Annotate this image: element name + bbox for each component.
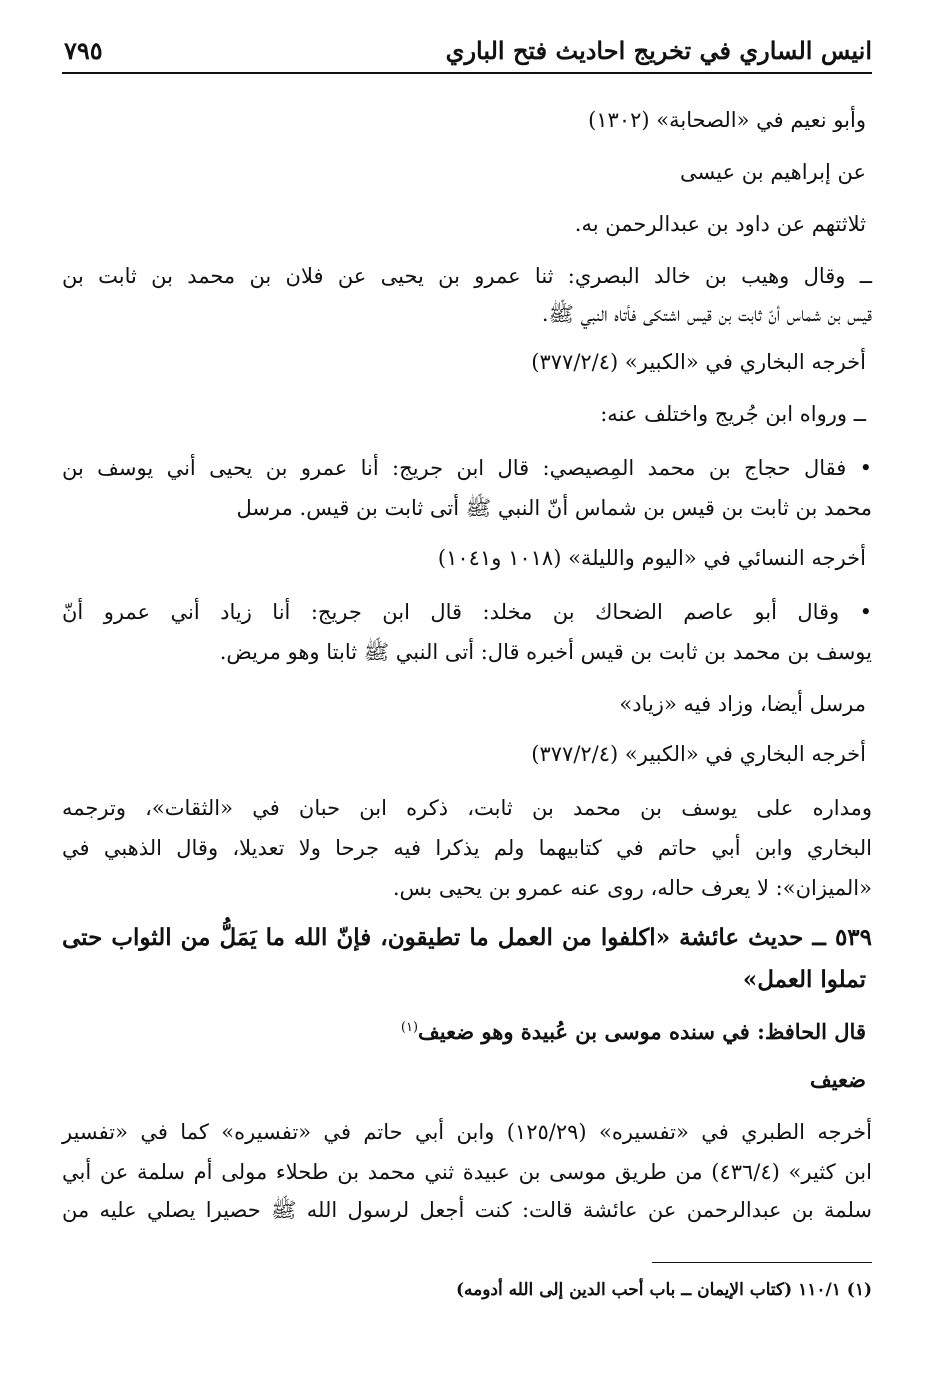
running-header <box>62 34 872 74</box>
text-line: أخرجه البخاري في «الكبير» (٣٧٧/٢/٤) <box>531 350 866 374</box>
text-line: ابن كثير» (٤٣٦/٤) من طريق موسى بن عبيدة ثني محمد بن طحلاء مولى أم سلمة عن أبي <box>62 1160 872 1184</box>
text-line: ــ وقال وهيب بن خالد البصري: ثنا عمرو بن يحيى عن فلان بن محمد بن ثابت بن <box>62 264 872 288</box>
text-line: سلمة بن عبدالرحمن عن عائشة قالت: كنت أجعل لرسول الله ﷺ حصيرا يصلي عليه من <box>62 1198 872 1222</box>
footnote-divider <box>652 1262 872 1263</box>
text-line: وأبو نعيم في «الصحابة» (١٣٠٢) <box>588 108 866 132</box>
footnote: (١) ١١٠/١ (كتاب الإيمان ــ باب أحب الدين إلى الله أدومه) <box>455 1280 872 1300</box>
text-line: ثلاثتهم عن داود بن عبدالرحمن به. <box>574 212 866 236</box>
text-line: قيس بن شماس أنّ ثابت بن قيس اشتكى فأتاه النبي ﷺ. <box>541 302 872 326</box>
text-line: أخرجه النسائي في «اليوم والليلة» (١٠١٨ و١٠٤١) <box>437 546 866 570</box>
text-line: مرسل أيضا، وزاد فيه «زياد» <box>619 692 866 716</box>
text-line: ــ ورواه ابن جُريج واختلف عنه: <box>600 402 866 426</box>
hafiz-comment <box>401 1014 866 1046</box>
text-line: «الميزان»: لا يعرف حاله، روى عنه عمرو بن يحيى بس. <box>392 876 872 900</box>
text-line: محمد بن ثابت بن قيس بن شماس أنّ النبي ﷺ أتى ثابت بن قيس. مرسل <box>236 496 872 520</box>
text-line: ومداره على يوسف بن محمد بن ثابت، ذكره ابن حبان في «الثقات»، وترجمه <box>62 796 872 820</box>
footnote-marker: (١) <box>400 1020 419 1035</box>
text-line: أخرجه البخاري في «الكبير» (٣٧٧/٢/٤) <box>531 742 866 766</box>
text-line: يوسف بن محمد بن ثابت بن قيس أخبره قال: أتى النبي ﷺ ثابتا وهو مريض. <box>219 640 872 664</box>
grade-label: ضعيف <box>809 1067 866 1092</box>
text-line: أخرجه الطبري في «تفسيره» (١٢٥/٢٩) وابن أبي حاتم في «تفسيره» كما في «تفسير <box>62 1120 872 1144</box>
text-line: البخاري وابن أبي حاتم في كتابيهما ولم يذكرا فيه جرحا ولا تعديلا، وقال الذهبي في <box>62 836 872 860</box>
hadith-heading: ٥٣٩ ــ حديث عائشة «اكلفوا من العمل ما تطيقون، فإنّ الله ما يَمَلُّ من الثواب حتى <box>62 924 872 951</box>
hafiz-text: قال الحافظ: في سنده موسى بن عُبيدة وهو ضعيف <box>418 1019 866 1044</box>
text-line: • وقال أبو عاصم الضحاك بن مخلد: قال ابن جريج: أنا زياد أني عمرو أنّ <box>62 600 872 624</box>
hadith-heading: تملوا العمل» <box>742 966 866 993</box>
page-number: ٧٩٥ <box>64 36 103 65</box>
text-line: • فقال حجاج بن محمد المِصيصي: قال ابن جريج: أنا عمرو بن يحيى أني يوسف بن <box>62 456 872 480</box>
book-title: انيس الساري في تخريج احاديث فتح الباري <box>445 36 872 65</box>
text-line: عن إبراهيم بن عيسى <box>680 160 866 184</box>
